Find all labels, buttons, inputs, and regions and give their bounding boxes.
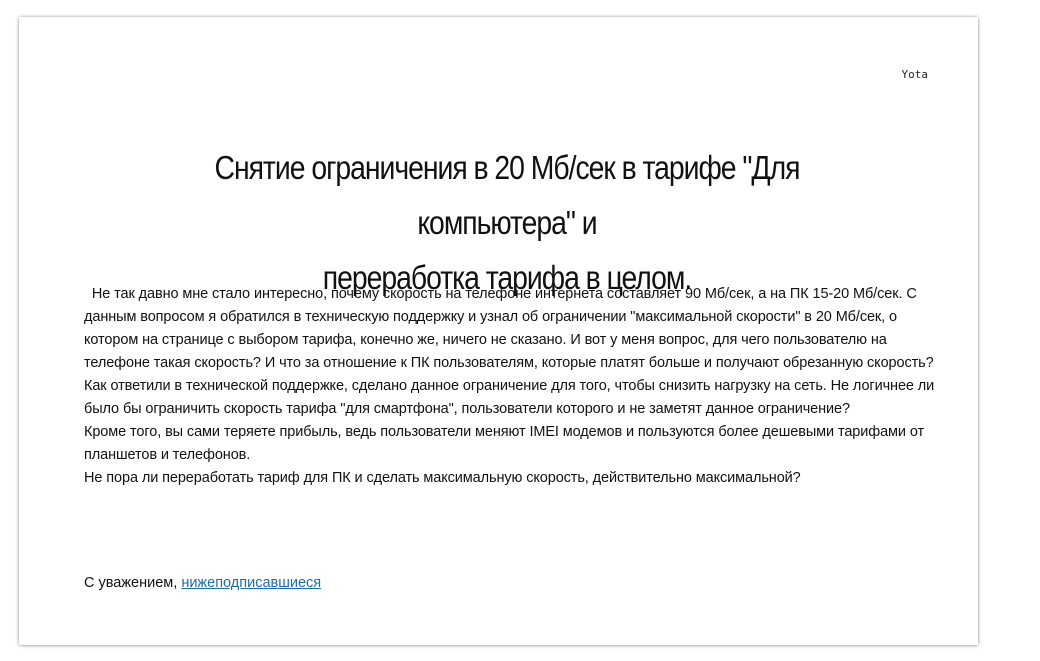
title-line-2: переработка тарифа в целом. (322, 259, 692, 296)
petition-page (19, 17, 978, 645)
body-paragraph: Кроме того, вы сами теряете прибыль, ведь пользователи меняют IMEI модемов и пользуются более дешевыми тарифами от планшетов и телефонов. (84, 424, 925, 463)
body-paragraph: Не так давно мне стало интересно, почему скорость на телефоне интернета составляет 90 Мб/сек, а на ПК 15-20 Мб/сек. С данным вопросом я обратился в техническую поддержку и узнал об ограничении "максимальной скорости" в 20 Мб/сек, о котором на странице с выбором тарифа, конечно же, ничего не сказано. И вот у меня вопрос, для чего пользователю на телефоне такая скорость? И что за отношение к ПК пользователям, которые платят больше и получают обрезанную скорость? (84, 286, 934, 371)
signatories-link[interactable]: нижеподписавшиеся (181, 575, 322, 591)
addressee-label: Yota (901, 68, 928, 81)
title-line-1: Снятие ограничения в 20 Мб/сек в тарифе "Для компьютера" и (214, 149, 800, 241)
petition-title (139, 140, 875, 305)
body-paragraph: Не пора ли переработать тариф для ПК и сделать максимальную скорость, действительно максимальной? (84, 470, 801, 486)
signature-line (84, 572, 321, 595)
signature-prefix: С уважением, (84, 575, 182, 591)
body-paragraph: Как ответили в технической поддержке, сделано данное ограничение для того, чтобы снизить нагрузку на сеть. Не логичнее ли было бы ограничить скорость тарифа "для смартфона", пользователи которого и не заметят данное ограничение? (84, 378, 935, 417)
petition-body (84, 283, 954, 490)
